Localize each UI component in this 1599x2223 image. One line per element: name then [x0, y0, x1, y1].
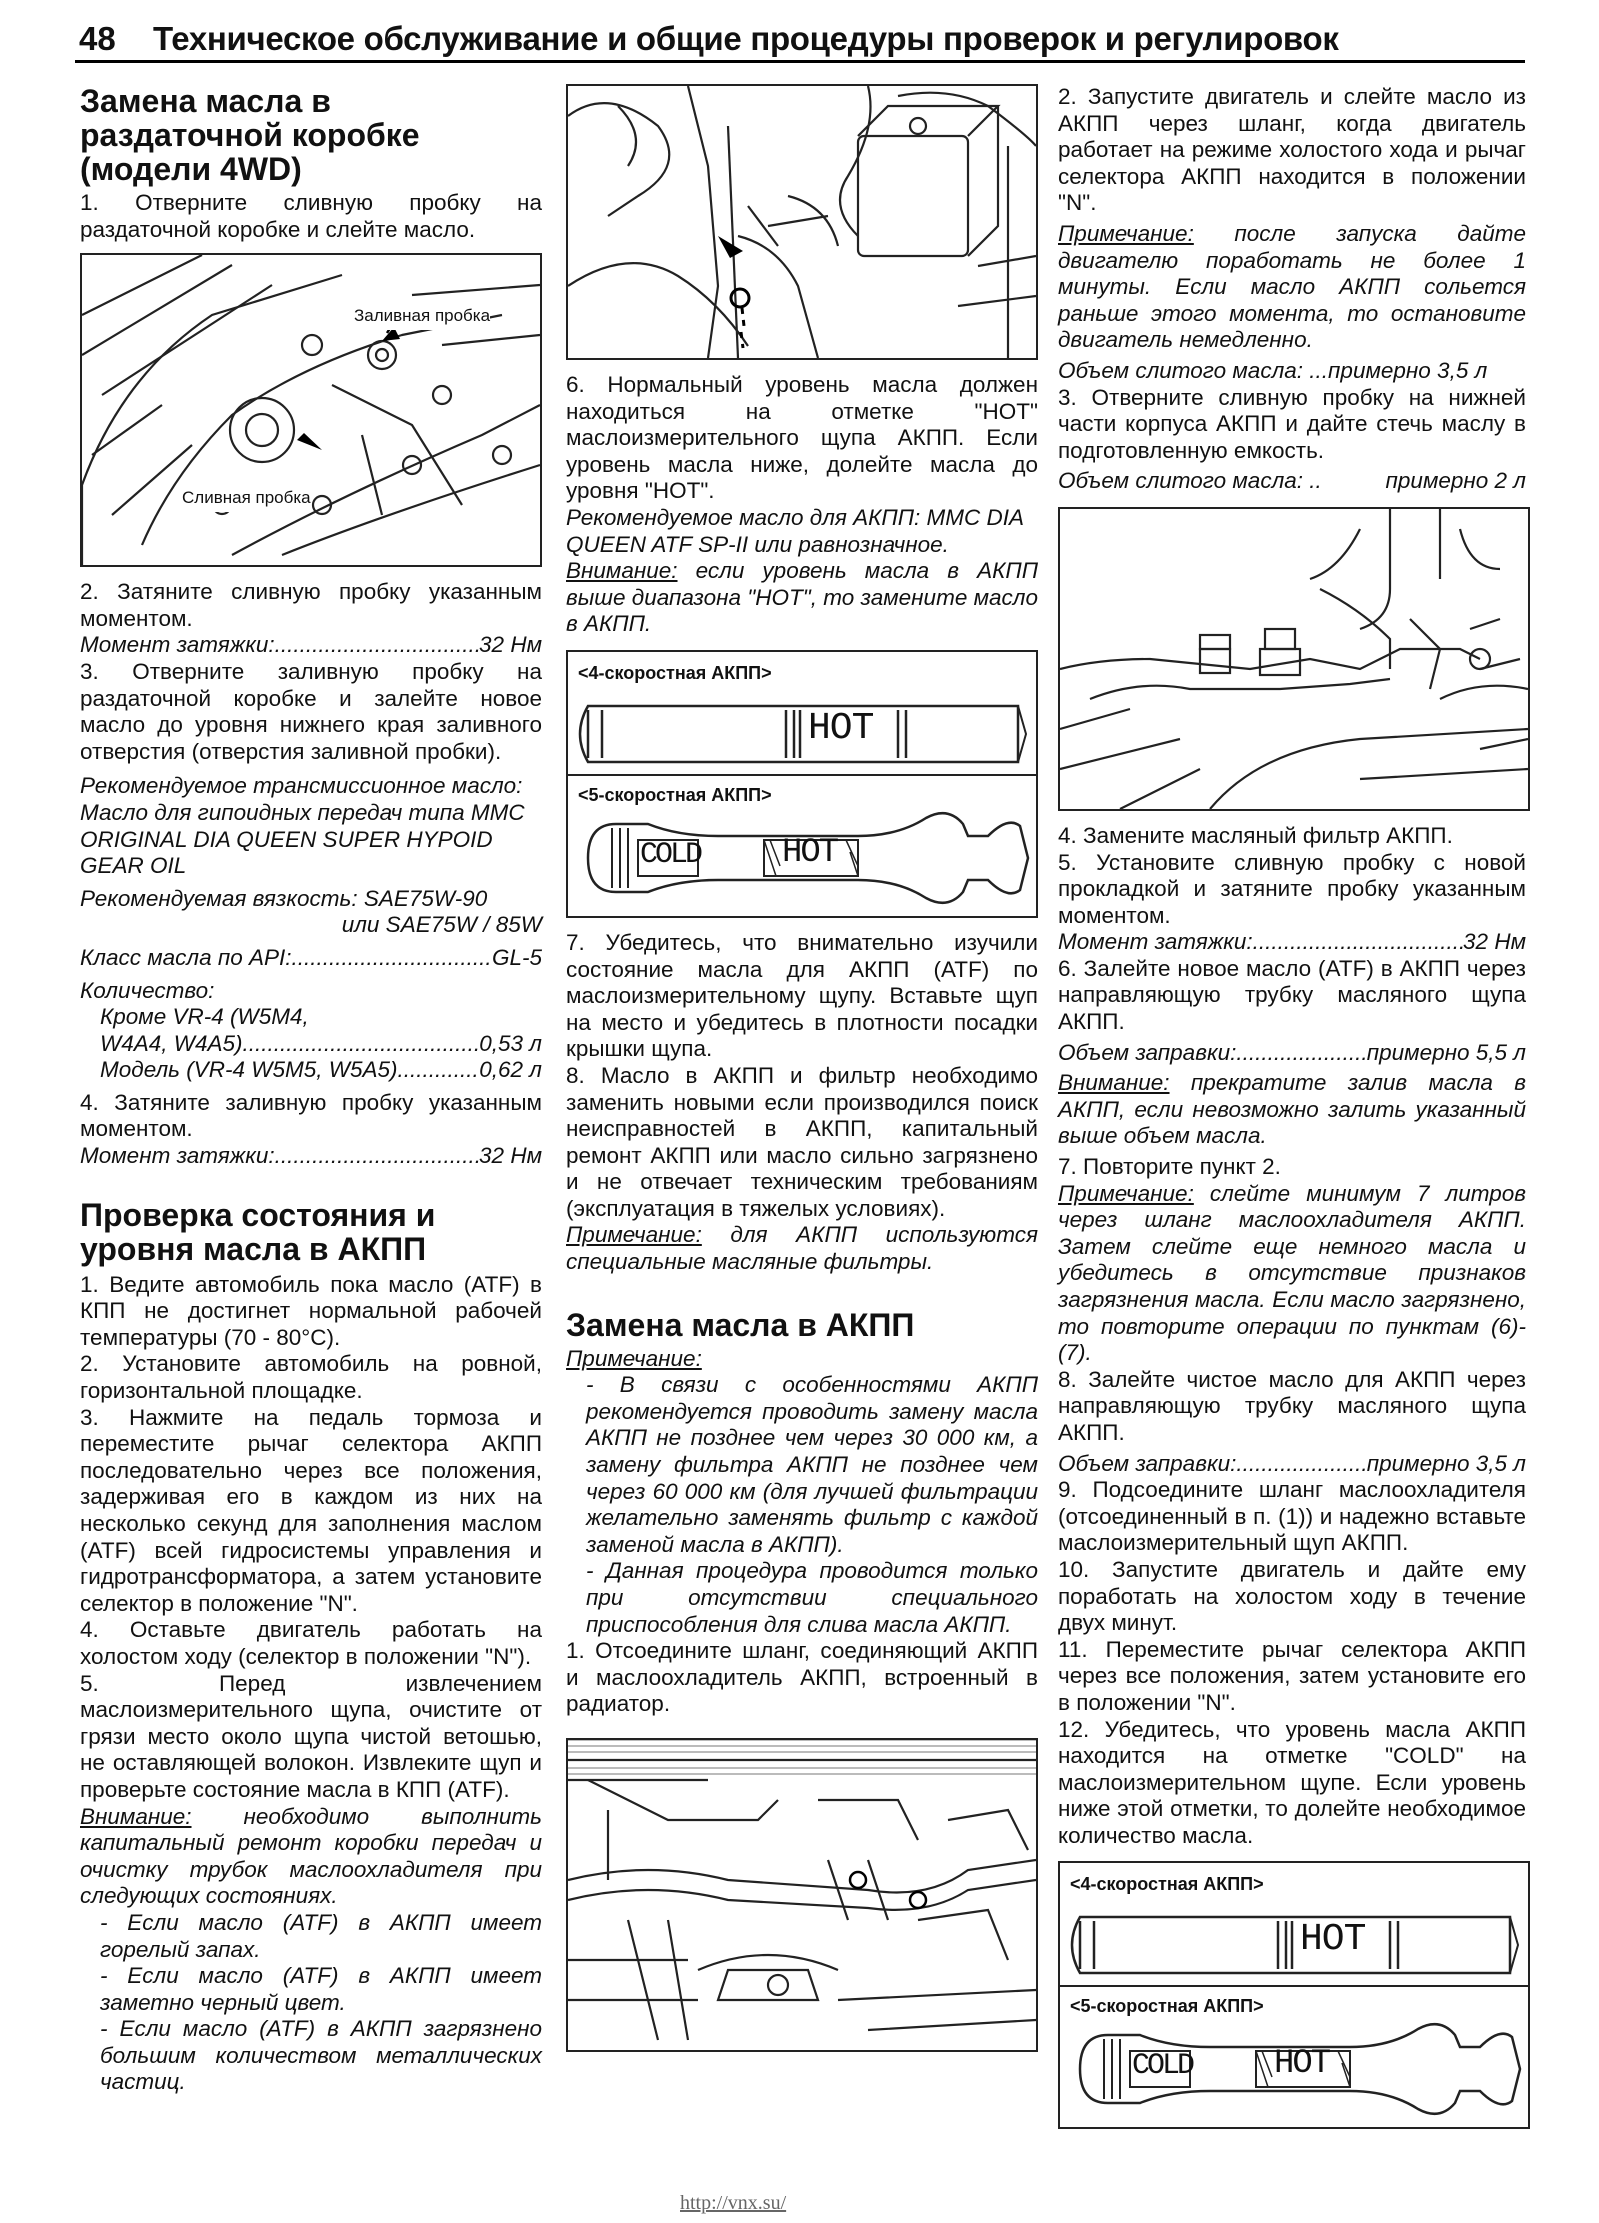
check-step-1: 1. Ведите автомобиль пока масло (ATF) в КПП не достигнет нормальной рабочей температуры (70 - 80°С). [80, 1271, 542, 1350]
quantity-label: Количество: [80, 977, 215, 1003]
cooler-hose-drawing [568, 1740, 1036, 2050]
warning-hot-range: Внимание: если уровень масла в АКПП выше диапазона "HOT", то замените масло в АКПП. [566, 558, 1038, 637]
step-6: 6. Нормальный уровень масла должен находиться на отметке "HOT" маслоизмерительного щупа АКПП. Если уровень масла ниже, долейте масла до уровня "HOT". [566, 372, 1038, 504]
change-step-4: 4. Замените масляный фильтр АКПП. [1058, 822, 1453, 848]
warning-item-2: - Если масло (ATF) в АКПП имеет заметно черный цвет. [100, 1963, 542, 2015]
dipstick-4speed-label: <4-скоростная АКПП> [578, 662, 772, 683]
note-intervals-1: - В связи с особенностями АКПП рекомендуется проводить замену масла АКПП не позднее чем через 30 000 км, а замену фильтра АКПП не позднее чем через 60 000 км (для лучшей фильтрации желательно заменять фильтр с каждой заменой масла в АКПП). [586, 1372, 1038, 1557]
footer-url[interactable]: http://vnx.su/ [680, 2192, 787, 2214]
warning-overhaul: Внимание: необходимо выполнить капитальный ремонт коробки передач и очистку трубок маслоохладителя при следующих состояниях. [80, 1803, 542, 1909]
drain-plug-label: Сливная пробка [182, 485, 311, 512]
dipstick-5speed-label-2: <5-скоростная АКПП> [1070, 1996, 1264, 2017]
hot-mark-4speed: HOT [808, 706, 874, 750]
step-4: 4. Затяните заливную пробку указанным моментом. [80, 1089, 542, 1142]
chapter-title: Техническое обслуживание и общие процедуры проверок и регулировок [153, 20, 1339, 57]
step-7: 7. Убедитесь, что внимательно изучили состояние масла для АКПП (ATF) по маслоизмерительному щупу. Вставьте щуп на место и убедитесь в плотности посадки крышки щупа. [566, 929, 1038, 1062]
change-step-8: 8. Залейте чистое масло для АКПП через направляющую трубку масляного щупа АКПП. [1058, 1366, 1526, 1445]
step-3: 3. Отверните заливную пробку на раздаточной коробке и залейте новое масло до уровня нижнего края заливного отверстия (отверстия заливной пробки). [80, 658, 542, 764]
change-step-6: 6. Залейте новое масло (ATF) в АКПП через направляющую трубку масляного щупа АКПП. [1058, 955, 1526, 1035]
note-intervals-2: - Данная процедура проводится только при отсутствии специального приспособления для слива масла АКПП. [586, 1558, 1038, 1637]
change-step-5: 5. Установите сливную пробку с новой прокладкой и затяните пробку указанным моментом. [1058, 849, 1526, 928]
column-1 [80, 84, 542, 2096]
check-step-4: 4. Оставьте двигатель работать на холостом ходу (селектор в положении "N"). [80, 1617, 542, 1669]
change-step-7: 7. Повторите пункт 2. [1058, 1154, 1281, 1180]
transfer-case-figure [80, 253, 542, 567]
column-2 [566, 84, 1038, 2052]
fill-volume-1: Объем заправки: ..... примерно 5,5 л [1058, 1040, 1526, 1067]
torque-spec-3: Момент затяжки: ..... 32 Нм [1058, 929, 1526, 956]
recommended-viscosity-1: Рекомендуемая вязкость: SAE75W-90 [80, 885, 488, 911]
note-flush: Примечание: слейте минимум 7 литров через шланг маслоохладителя АКПП. Затем слейте еще немного масла и убедитесь в отсутствие признаков загрязнения масла. Если масло загрязнено, то повторите операции по пунктам (6)-(7). [1058, 1180, 1526, 1366]
change-step-9: 9. Подсоедините шланг маслоохладителя (отсоединенный в п. (1)) и надежно вставьте маслоизмерительный щуп АКПП. [1058, 1477, 1526, 1556]
dipstick-5speed-label: <5-скоростная АКПП> [578, 784, 772, 805]
dipstick-4speed-label-2: <4-скоростная АКПП> [1070, 1874, 1264, 1895]
cold-mark-5speed-2: COLD [1132, 2049, 1193, 2084]
fill-volume-2: Объем заправки: ..... примерно 3,5 л [1058, 1451, 1526, 1478]
recommended-oil: Рекомендуемое трансмиссионное масло: Масло для гипоидных передач типа MMC ORIGINAL DIA QUEEN SUPER HYPOID GEAR OIL [80, 773, 525, 879]
quantity-line-2: W4A4, W4A5) ..... 0,53 л [80, 1031, 542, 1058]
hot-mark-5speed-2: HOT [1274, 2045, 1330, 2084]
dipstick-figure [566, 84, 1038, 360]
change-step-2: 2. Запустите двигатель и слейте масло из АКПП через шланг, когда двигатель работает на режиме холостого хода и рычаг селектора АКПП находится в положении "N". [1058, 84, 1526, 216]
page-number: 48 [79, 20, 116, 57]
fill-plug-label: Заливная пробка [354, 303, 490, 330]
quantity-line-3: Модель (VR-4 W5M5, W5A5) ..... 0,62 л [80, 1057, 542, 1084]
column-3 [1058, 84, 1526, 2129]
torque-spec-1: Момент затяжки: ..... 32 Нм [80, 632, 542, 659]
section-title-atf-check: Проверка состояния и уровня масла в АКПП [80, 1196, 436, 1267]
note-filters: Примечание: для АКПП используются специальные масляные фильтры. [566, 1222, 1038, 1275]
dipstick-drawing [568, 86, 1036, 358]
change-step-10: 10. Запустите двигатель и дайте ему поработать на холостом ходу в течение двух минут. [1058, 1556, 1526, 1636]
recommended-viscosity-2: или SAE75W / 85W [341, 912, 542, 938]
section-title-atf-change: Замена масла в АКПП [566, 1306, 915, 1343]
change-step-11: 11. Переместите рычаг селектора АКПП через все положения, затем установите его в положении "N". [1058, 1636, 1526, 1715]
step-1: 1. Отверните сливную пробку на раздаточной коробке и слейте масло. [80, 190, 542, 242]
check-step-2: 2. Установите автомобиль на ровной, горизонтальной площадке. [80, 1351, 542, 1404]
step-2: 2. Затяните сливную пробку указанным моментом. [80, 579, 542, 631]
dipstick-diagram-2 [1058, 1861, 1530, 2129]
drained-volume-1: Объем слитого масла: ... примерно 3,5 л [1058, 357, 1488, 383]
step-8: 8. Масло в АКПП и фильтр необходимо заменить новыми если производился поиск неисправностей в АКПП, капитальный ремонт АКПП или масло сильно загрязнено и не отвечает техническим требованиям (эксплуатация в тяжелых условиях). [566, 1062, 1038, 1221]
warning-stop-fill: Внимание: прекратите залив масла в АКПП, если невозможно залить указанный выше объем масла. [1058, 1070, 1526, 1149]
drained-volume-2: Объем слитого масла: .. примерно 2 л [1058, 468, 1526, 494]
note-one-minute: Примечание: после запуска дайте двигателю поработать не более 1 минуты. Если масло АКПП сольется раньше этого момента, то остановите двигатель немедленно. [1058, 220, 1526, 353]
drain-plug-drawing [1060, 509, 1528, 809]
drain-plug-figure [1058, 507, 1530, 811]
note-intervals-label: Примечание: [566, 1345, 702, 1371]
transfer-case-drawing [82, 255, 540, 565]
hot-mark-4speed-2: HOT [1300, 1918, 1366, 1962]
cold-mark-5speed: COLD [640, 837, 701, 872]
section-title-transfer-case: Замена масла в раздаточной коробке (модели 4WD) [80, 83, 420, 187]
change-step-12: 12. Убедитесь, что уровень масла АКПП находится на отметке "COLD" на маслоизмерительном щупе. Если уровень ниже этой отметки, то долейте необходимое количество масла. [1058, 1716, 1526, 1848]
cooler-hose-figure [566, 1738, 1038, 2052]
quantity-line-1: Кроме VR-4 (W5M4, [100, 1004, 309, 1030]
change-step-3: 3. Отверните сливную пробку на нижней части корпуса АКПП и дайте стечь маслу в подготовленную емкость. [1058, 384, 1526, 463]
dipstick-diagram [566, 650, 1038, 918]
torque-spec-2: Момент затяжки: ..... 32 Нм [80, 1143, 542, 1170]
recommended-atf: Рекомендуемое масло для АКПП: MMC DIA QUEEN ATF SP-II или равнозначное. [566, 504, 1024, 557]
page-header [75, 20, 1525, 63]
check-step-5: 5. Перед извлечением маслоизмерительного щупа, очистите от грязи место около щупа чистой ветошью, не оставляющей волокон. Извлеките щуп и проверьте состояние масла в КПП (ATF). [80, 1670, 542, 1802]
change-step-1: 1. Отсоедините шланг, соединяющий АКПП и маслоохладитель АКПП, встроенный в радиатор. [566, 1638, 1038, 1717]
check-step-3: 3. Нажмите на педаль тормоза и переместите рычаг селектора АКПП последовательно через все положения, задерживая его в каждом из них на несколько секунд для заполнения маслом (ATF) всей гидросистемы управления и гидротрансформатора, а затем установите селектор в положение "N". [80, 1404, 542, 1616]
hot-mark-5speed: HOT [782, 833, 838, 872]
api-class-spec: Класс масла по API: ..... GL-5 [80, 945, 542, 972]
warning-item-1: - Если масло (ATF) в АКПП имеет горелый запах. [100, 1909, 542, 1962]
warning-item-3: - Если масло (ATF) в АКПП загрязнено большим количеством металлических частиц. [100, 2016, 542, 2095]
